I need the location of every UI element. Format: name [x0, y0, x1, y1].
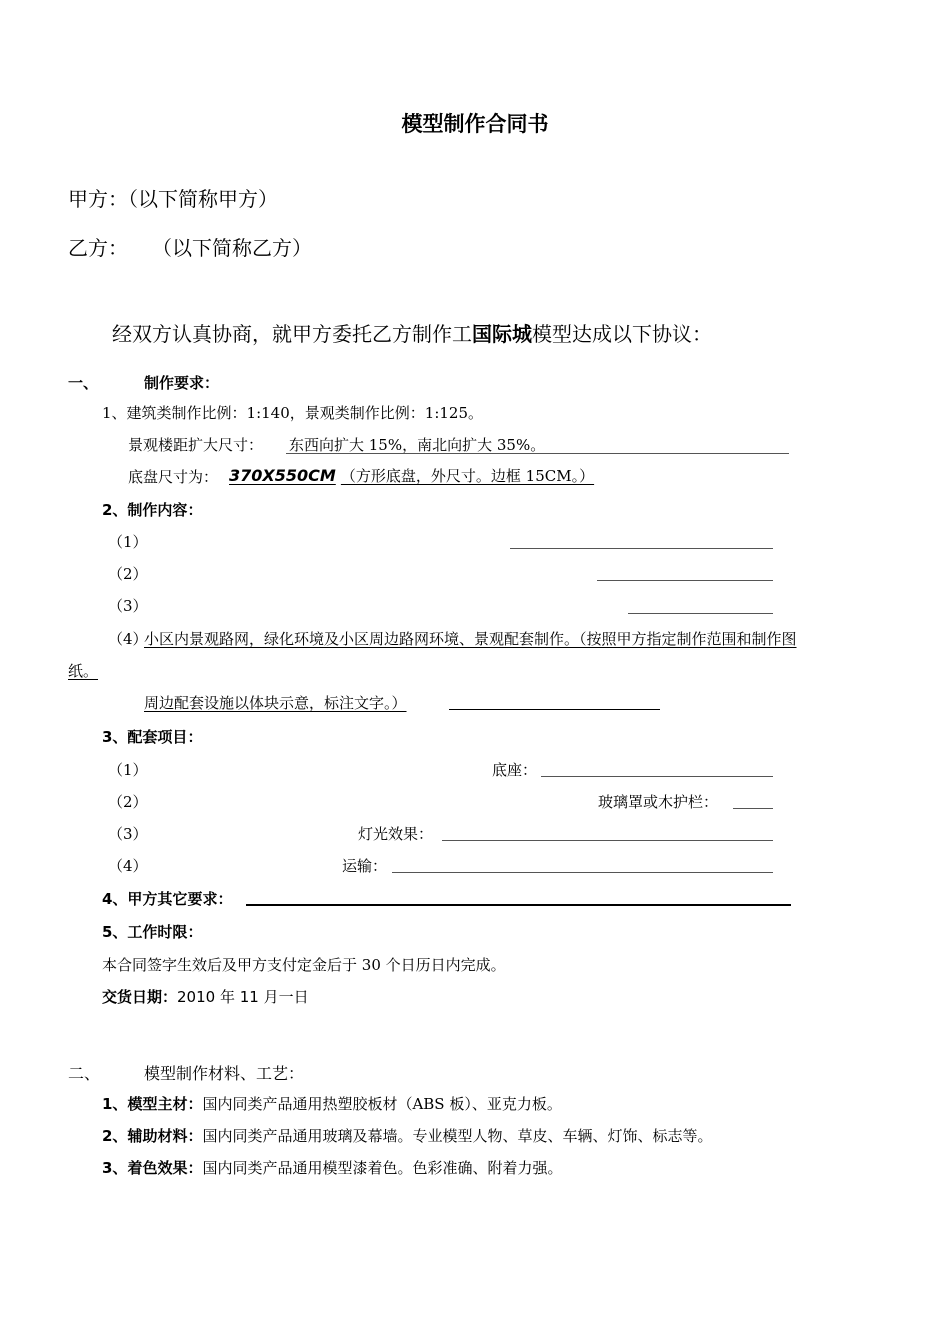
content-item-4-number: （4） — [108, 630, 148, 648]
material-3-number: 3、 — [102, 1159, 128, 1177]
content-item-4-text: 小区内景观路网，绿化环境及小区周边路网环境、景观配套制作。（按照甲方指定制作范围和制作图 — [144, 630, 797, 648]
supporting-1-number: （1） — [108, 761, 148, 779]
supporting-4-blank — [392, 872, 773, 873]
intro-before: 经双方认真协商，就甲方委托乙方制作工 — [112, 322, 472, 346]
supporting-heading: 3、配套项目： — [102, 728, 203, 746]
content-item-4-wrap: 纸。 — [68, 662, 99, 680]
document-title: 模型制作合同书 — [401, 112, 549, 136]
material-row-2 — [102, 1126, 712, 1146]
content-heading: 2、制作内容： — [102, 501, 203, 519]
content-item-1: （1） — [108, 533, 148, 551]
material-1-number: 1、 — [102, 1095, 128, 1113]
supporting-2-blank — [733, 808, 773, 809]
base-size-line — [229, 465, 594, 487]
work-period-heading: 5、工作时限： — [102, 923, 203, 941]
material-row-3 — [102, 1158, 562, 1178]
material-row-1 — [102, 1094, 562, 1114]
material-3-label: 着色效果： — [127, 1159, 203, 1177]
material-1-text: 国内同类产品通用热塑胶板材（ABS 板）、亚克力板。 — [202, 1095, 562, 1113]
material-1-label: 模型主材： — [127, 1095, 203, 1113]
party-b-note: （以下简称乙方） — [152, 236, 312, 260]
other-requirements-blank — [246, 904, 791, 906]
supporting-3-blank — [442, 840, 773, 841]
base-size-label: 底盘尺寸为： — [128, 468, 219, 486]
supporting-2-label: 玻璃罩或木护栏： — [598, 793, 719, 811]
supporting-3-number: （3） — [108, 825, 148, 843]
base-size-note: （方形底盘，外尺寸。边框 15CM。） — [340, 467, 595, 485]
content-item-3-blank — [628, 613, 773, 614]
supporting-1-blank — [541, 776, 773, 777]
section1-number: 一、 — [68, 374, 99, 392]
work-period-text: 本合同签字生效后及甲方支付定金后于 30 个日历日内完成。 — [102, 956, 506, 974]
supporting-2-number: （2） — [108, 793, 148, 811]
content-item-1-blank — [510, 548, 773, 549]
supporting-4-number: （4） — [108, 857, 148, 875]
party-a-line: 甲方：（以下简称甲方） — [68, 187, 278, 211]
content-item-2: （2） — [108, 565, 148, 583]
content-item-4-cont: 周边配套设施以体块示意，标注文字。） — [144, 694, 407, 712]
intro-paragraph — [112, 321, 712, 347]
supporting-4-label: 运输： — [342, 857, 388, 875]
material-2-text: 国内同类产品通用玻璃及幕墙。专业模型人物、草皮、车辆、灯饰、标志等。 — [202, 1127, 713, 1145]
spacing-value: 东西向扩大 15%，南北向扩大 35%。 — [289, 436, 546, 454]
scale-line: 1、建筑类制作比例：1:140，景观类制作比例：1:125。 — [102, 404, 484, 422]
material-2-number: 2、 — [102, 1127, 128, 1145]
material-3-text: 国内同类产品通用模型漆着色。色彩准确、附着力强。 — [202, 1159, 563, 1177]
intro-after: 模型达成以下协议： — [532, 322, 712, 346]
delivery-date-label: 交货日期： — [102, 988, 178, 1006]
content-item-4-blank — [449, 709, 660, 710]
material-2-label: 辅助材料： — [127, 1127, 203, 1145]
delivery-date-line — [102, 987, 309, 1007]
base-size-value: 370X550CM — [229, 466, 336, 485]
supporting-1-label: 底座： — [492, 761, 538, 779]
party-b-label: 乙方： — [68, 236, 128, 260]
section2-heading: 模型制作材料、工艺： — [144, 1064, 305, 1083]
spacing-label: 景观楼距扩大尺寸： — [128, 436, 264, 454]
content-item-3: （3） — [108, 597, 148, 615]
project-name: 国际城 — [472, 322, 532, 346]
other-requirements-label: 4、甲方其它要求： — [102, 890, 233, 908]
content-item-2-blank — [597, 580, 773, 581]
section2-number: 二、 — [68, 1064, 101, 1083]
supporting-3-label: 灯光效果： — [358, 825, 434, 843]
delivery-date-value: 2010 年 11 月一日 — [177, 988, 309, 1006]
section1-heading: 制作要求： — [144, 374, 220, 392]
spacing-underline — [286, 453, 789, 454]
